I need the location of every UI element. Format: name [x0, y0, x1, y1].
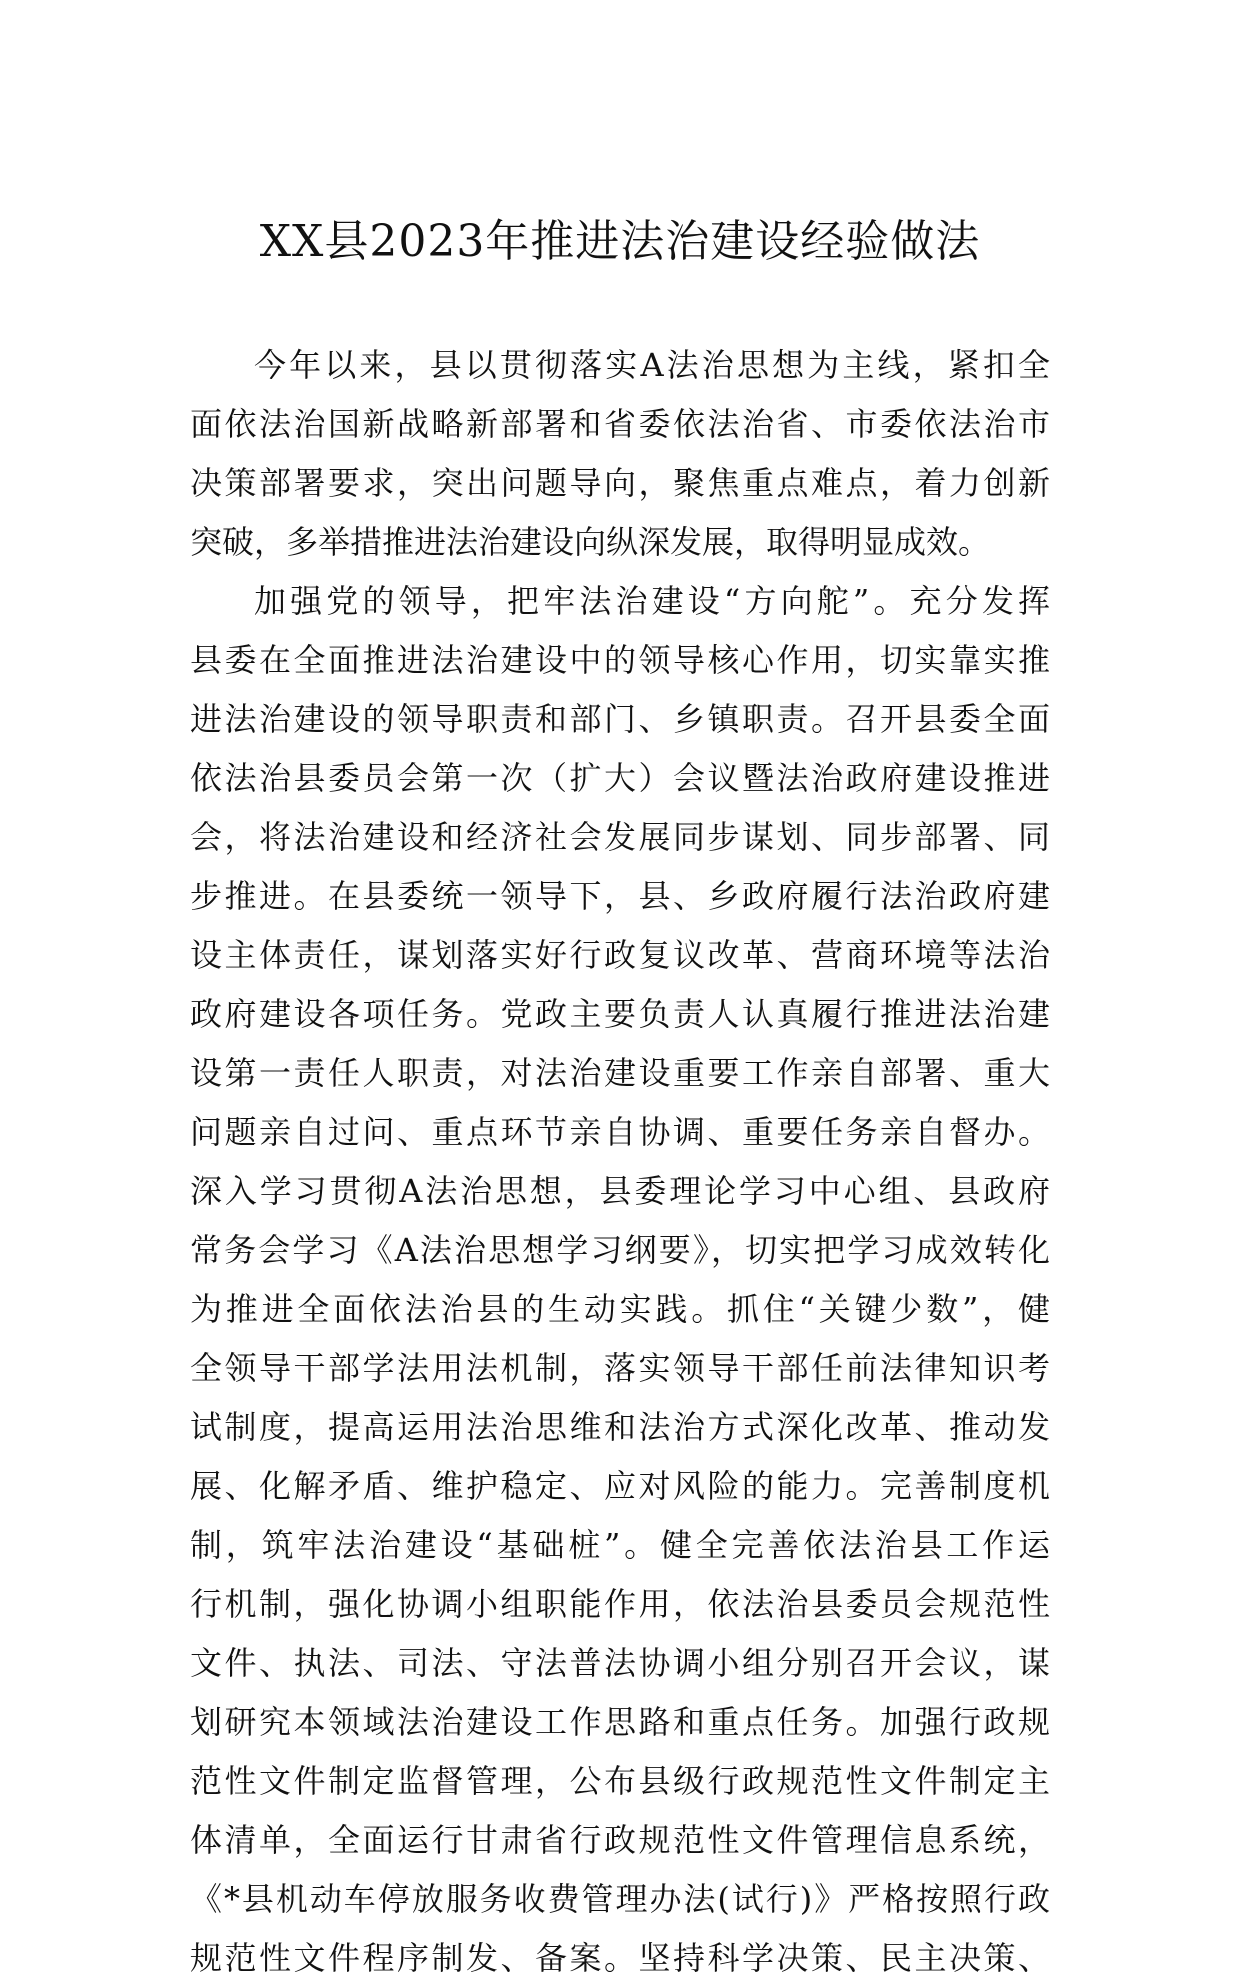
document-body	[190, 336, 1050, 1988]
text-line: 常务会学习《A法治思想学习纲要》，切实把学习成效转化	[190, 1231, 1050, 1269]
text-line: 展、化解矛盾、维护稳定、应对风险的能力。完善制度机	[190, 1467, 1050, 1505]
text-line: 体清单，全面运行甘肃省行政规范性文件管理信息系统，	[190, 1821, 1050, 1859]
text-line: 决策部署要求，突出问题导向，聚焦重点难点，着力创新	[190, 464, 1050, 502]
text-line: 步推进。在县委统一领导下，县、乡政府履行法治政府建	[190, 877, 1050, 915]
document-title: XX县2023年推进法治建设经验做法	[259, 216, 981, 267]
text-line: 政府建设各项任务。党政主要负责人认真履行推进法治建	[190, 995, 1050, 1033]
text-line: 行机制，强化协调小组职能作用，依法治县委员会规范性	[190, 1585, 1050, 1623]
text-line: 加强党的领导，把牢法治建设“方向舵”。充分发挥	[254, 582, 1050, 620]
text-line: 县委在全面推进法治建设中的领导核心作用，切实靠实推	[190, 641, 1050, 679]
text-line: 划研究本领域法治建设工作思路和重点任务。加强行政规	[190, 1703, 1050, 1741]
text-line: 进法治建设的领导职责和部门、乡镇职责。召开县委全面	[190, 700, 1050, 738]
text-line: 突破，多举措推进法治建设向纵深发展，取得明显成效。	[190, 523, 991, 561]
text-line: 设主体责任，谋划落实好行政复议改革、营商环境等法治	[190, 936, 1050, 974]
text-line: 依法治县委员会第一次（扩大）会议暨法治政府建设推进	[190, 759, 1050, 797]
text-line: 文件、执法、司法、守法普法协调小组分别召开会议，谋	[190, 1644, 1050, 1682]
text-line: 为推进全面依法治县的生动实践。抓住“关键少数”，健	[190, 1290, 1050, 1328]
text-line: 深入学习贯彻A法治思想，县委理论学习中心组、县政府	[190, 1172, 1050, 1210]
text-line: 范性文件制定监督管理，公布县级行政规范性文件制定主	[190, 1762, 1050, 1800]
text-line: 规范性文件程序制发、备案。坚持科学决策、民主决策、	[190, 1939, 1050, 1977]
text-line: 设第一责任人职责，对法治建设重要工作亲自部署、重大	[190, 1054, 1050, 1092]
text-line: 全领导干部学法用法机制，落实领导干部任前法律知识考	[190, 1349, 1050, 1387]
text-line: 《*县机动车停放服务收费管理办法(试行)》严格按照行政	[190, 1880, 1050, 1918]
text-line: 制，筑牢法治建设“基础桩”。健全完善依法治县工作运	[190, 1526, 1050, 1564]
text-line: 会，将法治建设和经济社会发展同步谋划、同步部署、同	[190, 818, 1050, 856]
text-line: 面依法治国新战略新部署和省委依法治省、市委依法治市	[190, 405, 1050, 443]
text-line: 试制度，提高运用法治思维和法治方式深化改革、推动发	[190, 1408, 1050, 1446]
text-line: 今年以来，县以贯彻落实A法治思想为主线，紧扣全	[254, 346, 1050, 384]
text-line: 问题亲自过问、重点环节亲自协调、重要任务亲自督办。	[190, 1113, 1050, 1151]
